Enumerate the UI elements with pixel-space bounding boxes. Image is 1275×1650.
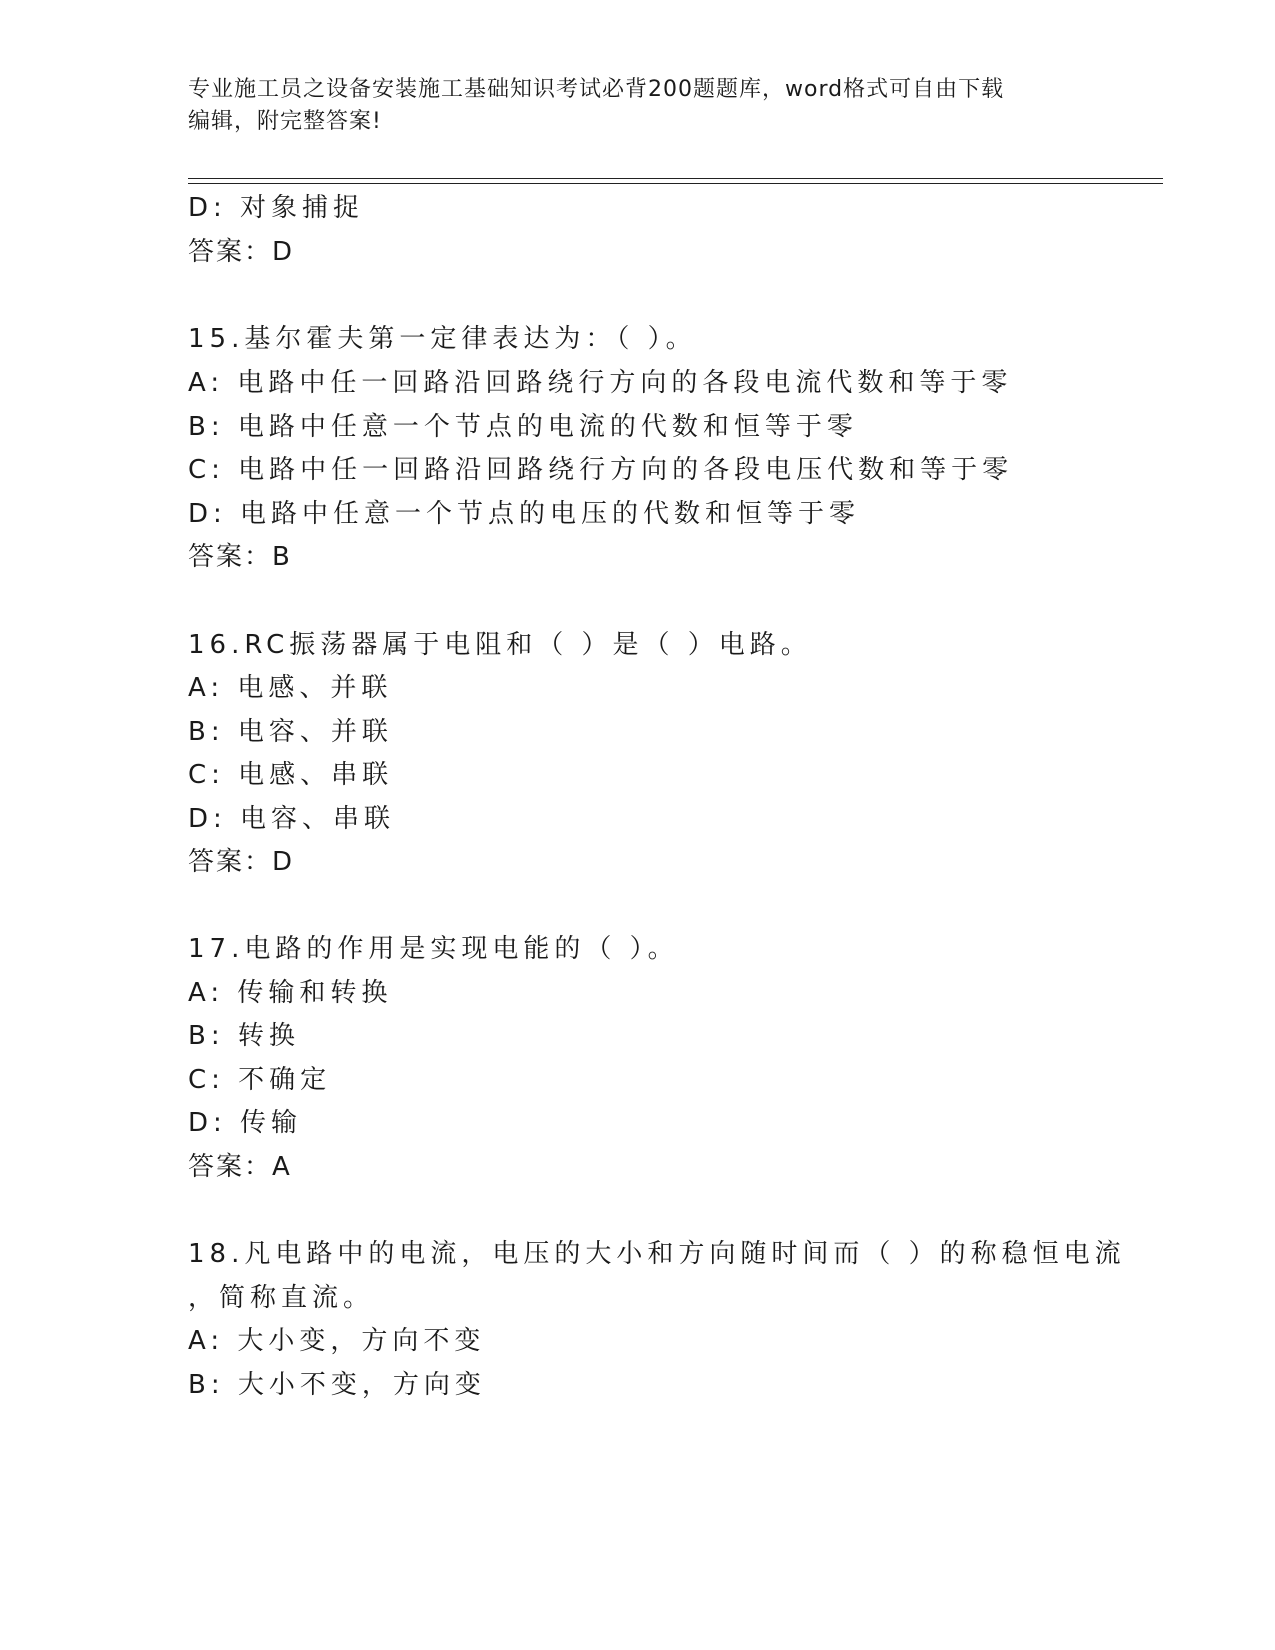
page-header [188,74,1088,138]
q17-stem: 17.电路的作用是实现电能的（ ）。 [188,934,679,964]
answer-label: 答案： [188,1152,273,1182]
answer-value: B [272,542,291,572]
q16-option-a: A: 电感、并联 [188,673,393,703]
q18-option-b: B: 大小不变，方向变 [188,1370,486,1400]
q16-option-c: C: 电感、串联 [188,760,394,790]
q15-answer [188,540,291,574]
q18-stem-continued: ，简称直流。 [188,1283,375,1313]
q14-option-d: D: 对象捕捉 [188,193,365,223]
q17-option-b: B: 转换 [188,1021,300,1051]
q15-option-d: D: 电路中任意一个节点的电压的代数和恒等于零 [188,499,861,529]
answer-label: 答案： [188,847,273,877]
q15-option-a: A: 电路中任一回路沿回路绕行方向的各段电流代数和等于零 [188,368,1013,398]
q17-option-c: C: 不确定 [188,1065,332,1095]
q18-stem: 18.凡电路中的电流，电压的大小和方向随时间而（ ）的称稳恒电流 [188,1239,1126,1269]
q16-answer [188,845,293,879]
header-divider-bottom [188,183,1163,184]
q16-option-d: D: 电容、串联 [188,804,396,834]
q15-option-b: B: 电路中任意一个节点的电流的代数和恒等于零 [188,412,858,442]
header-title-line-1: 专业施工员之设备安装施工基础知识考试必背200题题库，word格式可自由下载 [188,77,1005,102]
q17-option-d: D: 传输 [188,1108,303,1138]
answer-label: 答案： [188,542,273,572]
q17-option-a: A: 传输和转换 [188,978,393,1008]
q18-option-a: A: 大小变，方向不变 [188,1326,486,1356]
q17-answer [188,1150,291,1184]
answer-value: D [272,237,294,267]
answer-label: 答案： [188,237,273,267]
answer-value: A [272,1152,291,1182]
header-title-line-2: 编辑，附完整答案! [188,109,382,134]
q15-option-c: C: 电路中任一回路沿回路绕行方向的各段电压代数和等于零 [188,455,1014,485]
answer-value: D [272,847,294,877]
header-divider-top [188,178,1163,179]
q16-stem: 16.RC振荡器属于电阻和（ ）是（ ）电路。 [188,630,812,660]
q15-stem: 15.基尔霍夫第一定律表达为：（ ）。 [188,324,697,354]
q14-answer [188,235,293,269]
q16-option-b: B: 电容、并联 [188,717,393,747]
